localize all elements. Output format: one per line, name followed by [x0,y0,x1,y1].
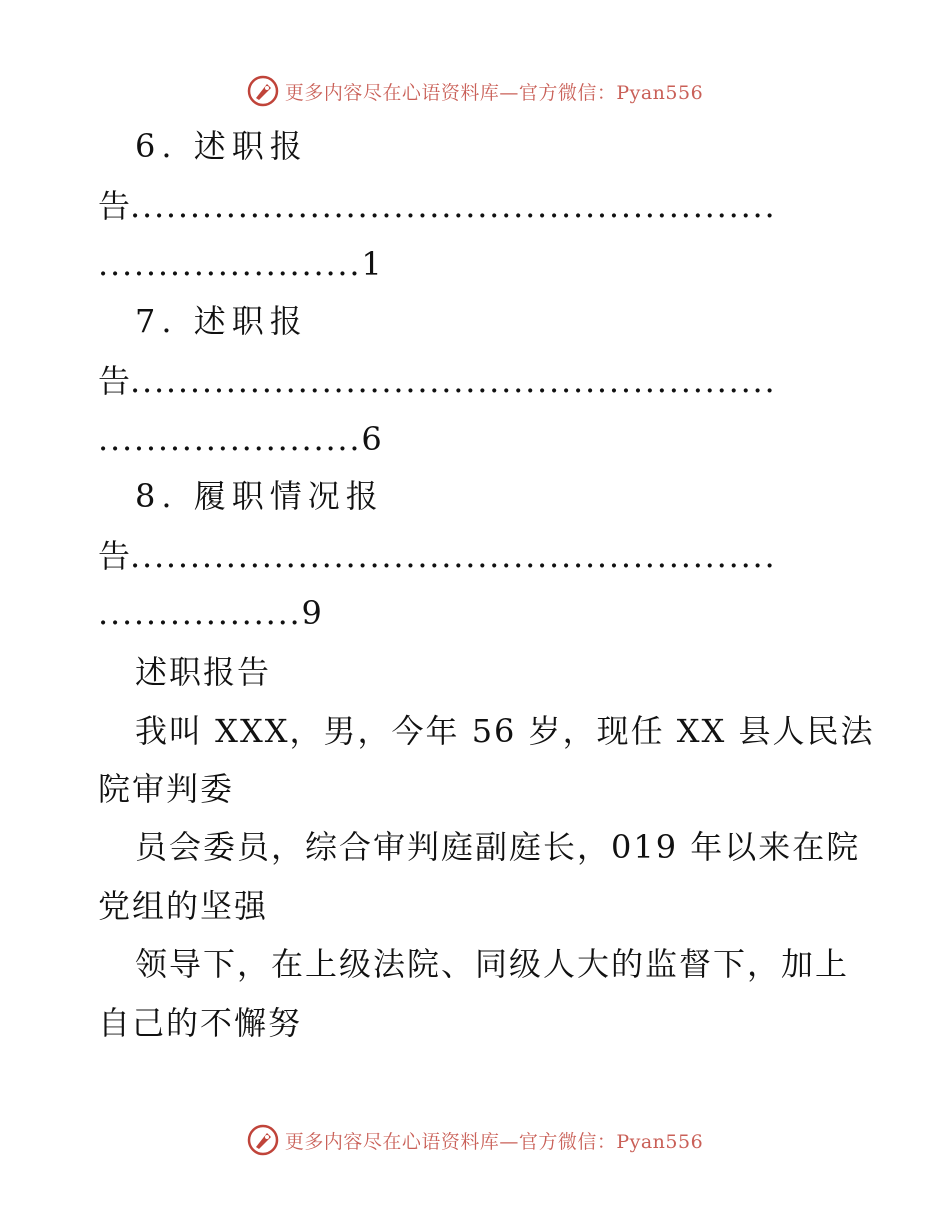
header-watermark [0,71,950,111]
toc-entry-page-line: .................9 [98,594,324,632]
body-paragraph-line: 自己的不懈努 [98,1004,303,1042]
toc-entry-title-tail: 告 [98,540,131,572]
body-paragraph-line: 我叫 XXX，男，今年 56 岁，现任 XX 县人民法 [135,712,875,750]
toc-entry-leader-line [98,540,846,572]
toc-entry-title-tail: 告 [98,190,131,222]
toc-dot-leader: ...................................................... [130,540,777,572]
toc-entry-leader-line [98,190,846,222]
toc-dot-leader: ...................................................... [130,190,777,222]
toc-entry-page-line: ......................1 [98,245,384,283]
toc-entry-title: 8. 履职情况报 [135,477,384,515]
watermark-text: 更多内容尽在心语资料库—官方微信：Pyan556 [284,1130,704,1153]
pen-nib-logo-icon [247,75,279,107]
toc-dot-leader: ...................................................... [130,365,777,397]
footer-watermark [0,1120,950,1160]
toc-entry-page-line: ......................6 [98,420,384,458]
body-paragraph-line: 领导下，在上级法院、同级人大的监督下，加上 [135,945,850,983]
body-paragraph-line: 员会委员，综合审判庭副庭长，019 年以来在院 [135,828,861,866]
toc-entry-title: 7. 述职报 [135,302,308,340]
pen-nib-logo-icon [247,1124,279,1156]
watermark-text: 更多内容尽在心语资料库—官方微信：Pyan556 [284,81,704,104]
section-heading: 述职报告 [135,653,272,691]
toc-entry-title-tail: 告 [98,365,131,397]
body-paragraph-line: 院审判委 [98,770,235,808]
body-paragraph-line: 党组的坚强 [98,887,269,925]
toc-entry-leader-line [98,365,846,397]
toc-entry-title: 6. 述职报 [135,127,308,165]
